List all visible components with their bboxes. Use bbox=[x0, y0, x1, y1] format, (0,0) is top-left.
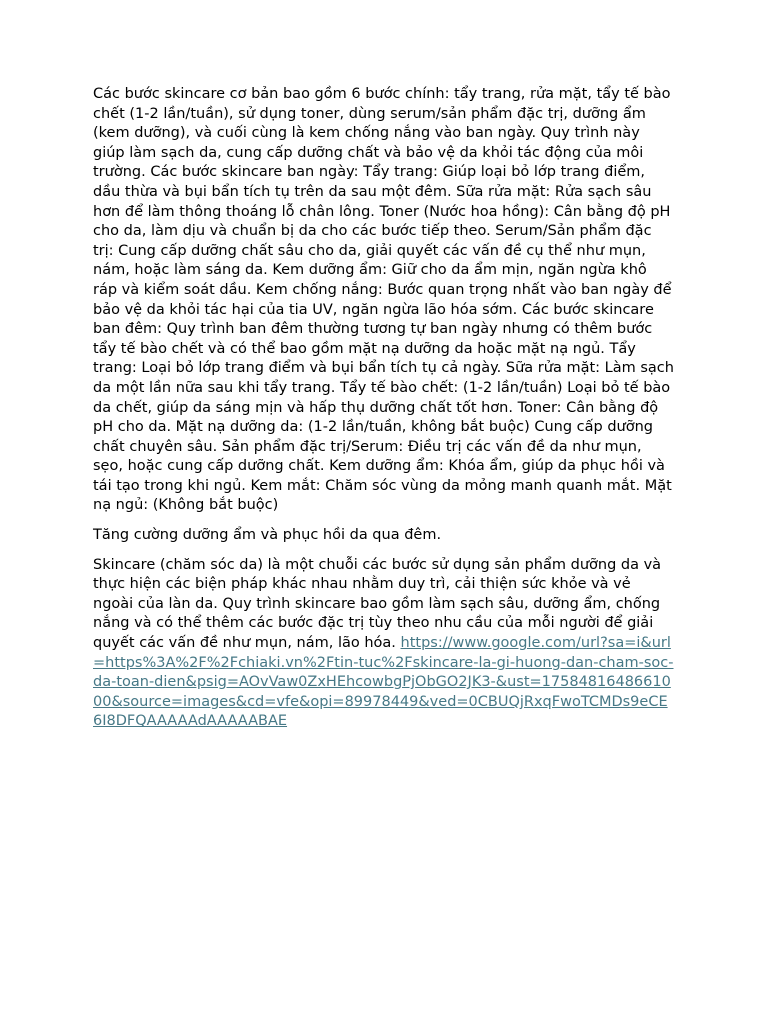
document-body bbox=[93, 85, 675, 742]
paragraph-skincare-steps: Các bước skincare cơ bản bao gồm 6 bước chính: tẩy trang, rửa mặt, tẩy tế bào chết (1-2 lần/tuần), sử dụng toner, dùng serum/sản phẩm đặc trị, dưỡng ẩm (kem dưỡng), và cuối cùng là kem chống nắng vào ban ngày. Quy trình này giúp làm sạch da, cung cấp dưỡng chất và bảo vệ da khỏi tác động của môi trường. Các bước skincare ban ngày: Tẩy trang: Giúp loại bỏ lớp trang điểm, dầu thừa và bụi bẩn tích tụ trên da sau một đêm. Sữa rửa mặt: Rửa sạch sâu hơn để làm thông thoáng lỗ chân lông. Toner (Nước hoa hồng): Cân bằng độ pH cho da, làm dịu và chuẩn bị da cho các bước tiếp theo. Serum/Sản phẩm đặc trị: Cung cấp dưỡng chất sâu cho da, giải quyết các vấn đề cụ thể như mụn, nám, hoặc làm sáng da. Kem dưỡng ẩm: Giữ cho da ẩm mịn, ngăn ngừa khô ráp và kiểm soát dầu. Kem chống nắng: Bước quan trọng nhất vào ban ngày để bảo vệ da khỏi tác hại của tia UV, ngăn ngừa lão hóa sớm. Các bước skincare ban đêm: Quy trình ban đêm thường tương tự ban ngày nhưng có thêm bước tẩy tế bào chết và có thể bao gồm mặt nạ dưỡng da hoặc mặt nạ ngủ. Tẩy trang: Loại bỏ lớp trang điểm và bụi bẩn tích tụ cả ngày. Sữa rửa mặt: Làm sạch da một lần nữa sau khi tẩy trang. Tẩy tế bào chết: (1-2 lần/tuần) Loại bỏ tế bào da chết, giúp da sáng mịn và hấp thụ dưỡng chất tốt hơn. Toner: Cân bằng độ pH cho da. Mặt nạ dưỡng da: (1-2 lần/tuần, không bắt buộc) Cung cấp dưỡng chất chuyên sâu. Sản phẩm đặc trị/Serum: Điều trị các vấn đề da như mụn, sẹo, hoặc cung cấp dưỡng chất. Kem dưỡng ẩm: Khóa ẩm, giúp da phục hồi và tái tạo trong khi ngủ. Kem mắt: Chăm sóc vùng da mỏng manh quanh mắt. Mặt nạ ngủ: (Không bắt buộc) bbox=[93, 86, 674, 514]
paragraph-skincare-definition bbox=[93, 556, 675, 732]
paragraph-overnight-moisture: Tăng cường dưỡng ẩm và phục hồi da qua đêm. bbox=[93, 527, 442, 544]
source-link[interactable]: https://www.google.com/url?sa=i&url=https%3A%2F%2Fchiaki.vn%2Ftin-tuc%2Fskincare-la-gi-huong-dan-cham-soc-da-toan-dien&psig=AOvVaw0ZxHEhcowbgPjObGO2JK3-&ust=1758481648661000&source=images&cd=vfe&opi=89978449&ved=0CBUQjRxqFwoTCMDs9eCE6I8DFQAAAAAdAAAAABAE bbox=[93, 635, 674, 730]
definition-text: Skincare (chăm sóc da) là một chuỗi các bước sử dụng sản phẩm dưỡng da và thực hiện các biện pháp khác nhau nhằm duy trì, cải thiện sức khỏe và vẻ ngoài của làn da. Quy trình skincare bao gồm làm sạch sâu, dưỡng ẩm, chống nắng và có thể thêm các bước đặc trị tùy theo nhu cầu của mỗi người để giải quyết các vấn đề như mụn, nám, lão hóa. bbox=[93, 556, 662, 652]
